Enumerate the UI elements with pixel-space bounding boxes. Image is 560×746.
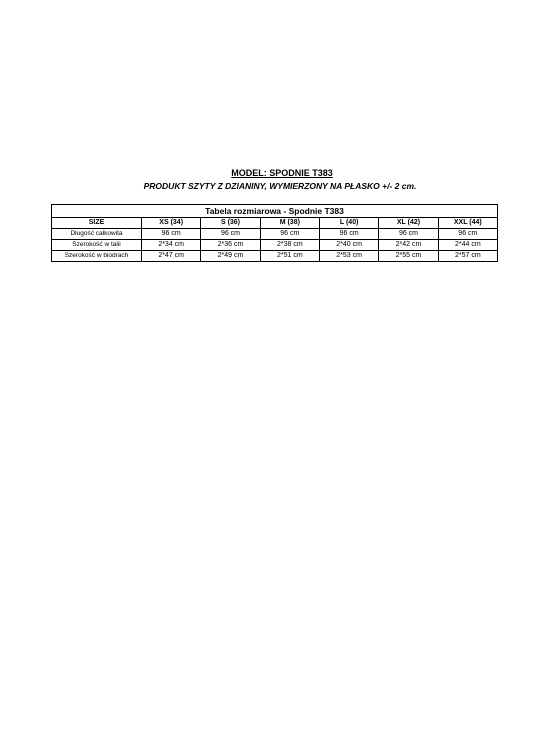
table-row xyxy=(52,240,498,251)
column-header: XS (34) xyxy=(142,218,201,229)
column-header: XXL (44) xyxy=(438,218,497,229)
table-row xyxy=(52,229,498,240)
table-row xyxy=(52,251,498,262)
table-caption-row xyxy=(52,205,498,218)
table-cell: 96 cm xyxy=(379,229,438,240)
size-chart-table xyxy=(51,204,498,262)
table-cell: 2*57 cm xyxy=(438,251,497,262)
table-cell: 96 cm xyxy=(142,229,201,240)
model-subtitle: PRODUKT SZYTY Z DZIANINY, WYMIERZONY NA PŁASKO +/- 2 cm. xyxy=(143,181,417,191)
table-cell: 96 cm xyxy=(201,229,260,240)
table-cell: 2*34 cm xyxy=(142,240,201,251)
table-cell: 2*55 cm xyxy=(379,251,438,262)
table-cell: 2*36 cm xyxy=(201,240,260,251)
model-title: MODEL: SPODNIE T383 xyxy=(231,168,333,178)
column-header: SIZE xyxy=(52,218,142,229)
table-cell: 2*53 cm xyxy=(319,251,378,262)
column-header: S (36) xyxy=(201,218,260,229)
table-cell: 2*47 cm xyxy=(142,251,201,262)
table-cell: 2*49 cm xyxy=(201,251,260,262)
table-cell: 2*40 cm xyxy=(319,240,378,251)
table-cell: 96 cm xyxy=(319,229,378,240)
table-cell: 96 cm xyxy=(260,229,319,240)
column-header: L (40) xyxy=(319,218,378,229)
table-cell: 2*38 cm xyxy=(260,240,319,251)
column-header: XL (42) xyxy=(379,218,438,229)
table-cell: 2*44 cm xyxy=(438,240,497,251)
table-header-row xyxy=(52,218,498,229)
row-label: Szerokość w biodrach xyxy=(52,251,142,262)
table-caption: Tabela rozmiarowa - Spodnie T383 xyxy=(52,205,498,218)
table-cell: 96 cm xyxy=(438,229,497,240)
table-cell: 2*51 cm xyxy=(260,251,319,262)
column-header: M (38) xyxy=(260,218,319,229)
table-cell: 2*42 cm xyxy=(379,240,438,251)
row-label: Szerokość w talii xyxy=(52,240,142,251)
row-label: Długość całkowita xyxy=(52,229,142,240)
document-header xyxy=(0,167,560,192)
